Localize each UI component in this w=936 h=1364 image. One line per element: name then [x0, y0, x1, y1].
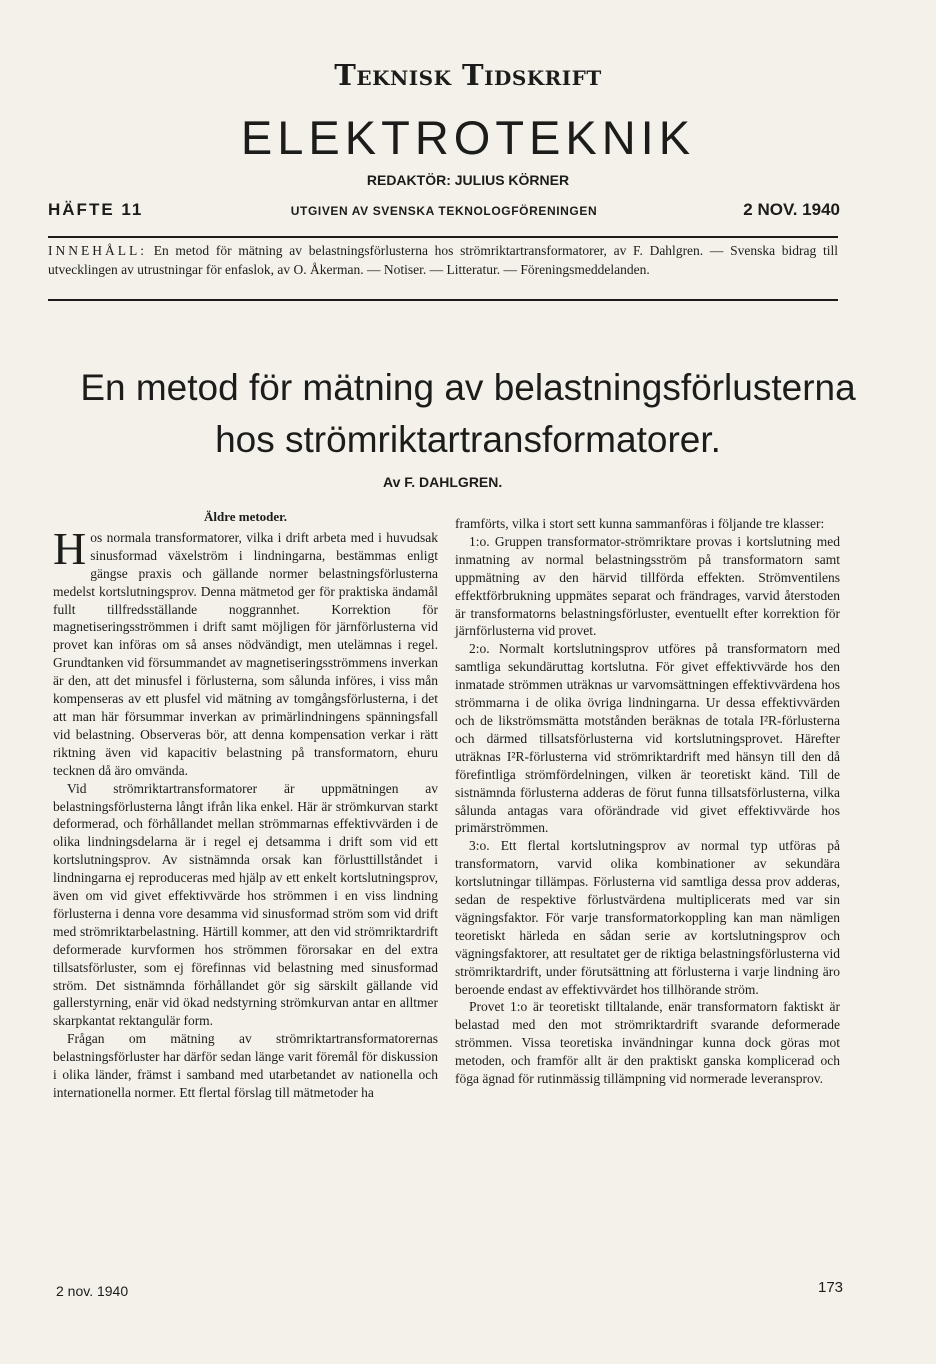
article-title-line-1: En metod för mätning av belastningsförlusterna [80, 367, 856, 408]
table-of-contents [48, 241, 838, 279]
editor-line: REDAKTÖR: JULIUS KÖRNER [366, 172, 570, 188]
paragraph: 2:o. Normalt kortslutningsprov utföres på transformatorn med samtliga sekundäruttag kortslutna. För givet effektivvärde hos den inmatade strömmen uträknas ur varvomsättningen effektivvärdena hos strömmarna i de olika övriga lindningarna. Ur dessa effektivvärden och de likströmsmätta motstånden beräknas de totala I²R-förlusterna och därmed tillsatsförlusterna vid kortslutningsprovet. Härefter uträknas I²R-förlusterna vid strömriktardrift med hänsyn till den då förefintliga strömfördelningen, vilken är teoretiskt känd. Till de sistnämnda förlusterna adderas de förut funna tillsatsförlusterna, vilka sålunda antagas vara oförändrade vid givet effektivvärde hos primärströmmen. [455, 641, 840, 836]
publisher-line: UTGIVEN AV SVENSKA TEKNOLOGFÖRENINGEN [290, 204, 598, 218]
paragraph: 1:o. Gruppen transformator-strömriktare provas i kortslutning med inmatning av normal belastningsström på transformatorn samt uppmätning av den härvid tillförda effekten. Strömventilens effektförbrukning uppmätes separat och frändrages, varvid återstoden är transformatorns belastningsförluster, eventuellt efter korrektion för järnförlusterna vid provet. [455, 533, 840, 639]
paragraph-text: os normala transformatorer, vilka i drift arbeta med i huvudsak sinusformad växelström i lindningarna, bestämmas enligt gängse praxis och gällande normer belastningsförlusterna medelst kortslutningsprov. Denna mätmetod ger för praktiska ändamål fullt tillfredsställande noggrannhet. Korrektion för magnetiseringsströmmen i drift samt möjligen för järnförlusterna vid provet kan införas om så anses nödvändigt, men utelämnas i regel. Grundtanken vid försummandet av magnetiseringsströmmens inverkan är den, att det minusfel i förlusterna, som sålunda införes, i viss mån kompenseras av ett plusfel vid mätning av tomgångsförlusterna, i det att man här försummar inverkan av primärlindningens spänningsfall vid belastning. Observeras bör, att denna kompensation verkar i rätt riktning även vid kapacitiv belastning på transformatorn, ehuru tecknen då äro omvända. [53, 529, 438, 778]
paragraph: Vid strömriktartransformatorer är uppmätningen av belastningsförlusterna långt ifrån lika enkel. Här är strömkurvan starkt deformerad, och förhållandet mellan strömmarnas effektivvärden i de olika lindningsdelarna är i regel ej detsamma i drift som vid ett kortslutningsprov. Av sistnämnda orsak kan förlusttillståndet i lindningarna ej reproduceras med hjälp av ett enkelt kortslutningsprov, även om vid givet effektivvärde hos strömmen i en viss lindning förlusterna i denna vore desamma vid sinusformad ström som vid drift med strömriktarbelastning. Härtill kommer, att den vid strömriktardrift deformerade kurvformen hos strömmen förorsakar en del extra tillsatsförluster, som ej förefinnas vid belastning med sinusformad ström. Det sistnämnda förhållandet gör sig särskilt gällande vid gallerstyrning, enär vid ökad nedstyrning strömkurvan antar en alltmer skarpkantat rektangulär form. [53, 780, 438, 1029]
subheading: Äldre metoder. [203, 509, 288, 524]
paragraph: Frågan om mätning av strömriktartransformatorernas belastningsförluster har därför sedan länge varit föremål för diskussion i olika länder, främst i samband med utarbetandet av nationella och internationella normer. Ett flertal förslag till mätmetoder ha [53, 1031, 438, 1100]
article-title [0, 362, 936, 466]
paragraph: Provet 1:o är teoretiskt tilltalande, enär transformatorn faktiskt är belastad med den mot strömriktardrift svarande deformerade strömmen. Vissa teoretiska invändningar kunna dock göras mot metoden, och framför allt är den praktiskt ganska komplicerad och föga ägnad för rutinmässig tillämpning vid normerade leveransprov. [455, 999, 840, 1087]
issue-date: 2 NOV. 1940 [743, 200, 840, 219]
drop-cap: H [53, 522, 87, 574]
issue-number: HÄFTE 11 [48, 200, 144, 219]
contents-label: INNEHÅLL: [48, 243, 147, 258]
issue-row [48, 200, 840, 222]
contents-text: En metod för mätning av belastningsförlusterna hos strömriktartransformatorer, av F. Dahlgren. — Svenska bidrag till utvecklingen av utrustningar för enfaslok, av O. Åkerman. — Notiser. — Litteratur. — Föreningsmeddelanden. [48, 243, 839, 277]
section-title: ELEKTROTEKNIK [240, 111, 696, 164]
page-number: 173 [818, 1279, 844, 1296]
contents-bottom-rule [48, 299, 838, 301]
contents-top-rule [48, 236, 838, 238]
footer-date: 2 nov. 1940 [56, 1283, 129, 1299]
paragraph [53, 522, 438, 780]
masthead: Teknisk Tidskrift [334, 58, 602, 92]
paragraph: 3:o. Ett flertal kortslutningsprov av normal typ utföras på transformatorn, varvid olika kombinationer av sekundära kortslutningar tillämpas. Förlusterna vid samtliga dessa prov adderas, sedan de respektive förlustvärdena multiplicerats med var sin vägningsfaktor. För varje transformatorkoppling kan man nämligen teoretiskt härleda en sådan serie av kortslutningsprov och vägningsfaktorer, att resultatet ger de riktiga belastningsförlusterna vid strömriktardrift, under förutsättning att förlusterna i varje lindning äro beroende endast av effektivvärdet hos tillhörande ström. [455, 838, 840, 997]
left-column [53, 508, 438, 1102]
article-byline: Av F. DAHLGREN. [383, 474, 503, 490]
article-title-line-2: hos strömriktartransformatorer. [215, 419, 721, 460]
paragraph: framförts, vilka i stort sett kunna sammanföras i följande tre klasser: [455, 516, 825, 531]
right-column [455, 515, 840, 1088]
